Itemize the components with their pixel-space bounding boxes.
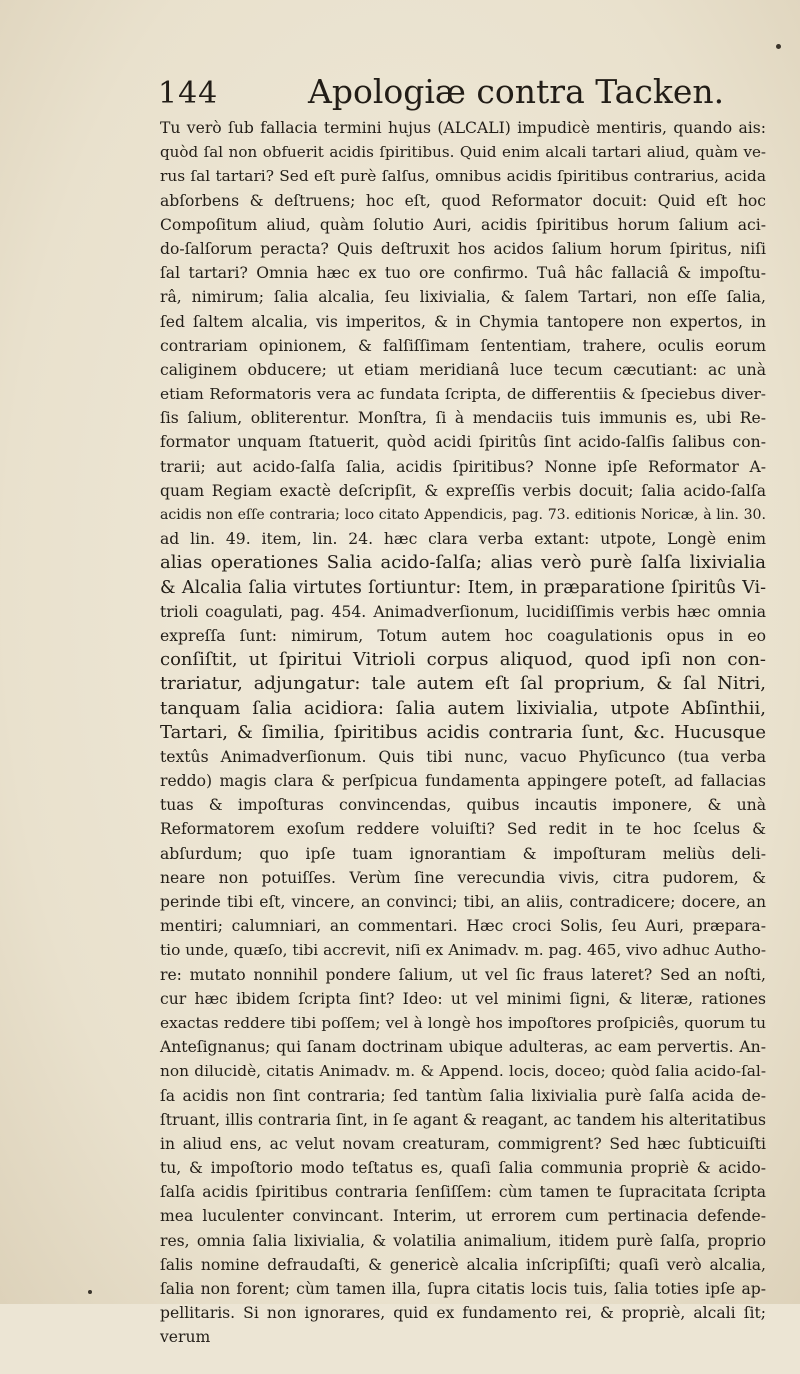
text-line: contrariam opinionem, & falſiſſimam ſententiam, trahere, oculis eorum — [160, 336, 766, 355]
text-line: abſurdum; quo ipſe tuam ignorantiam & impoſturam meliùs deli- — [160, 844, 766, 863]
text-line: trarii; aut acido-ſalſa ſalia, acidis ſpiritibus? Nonne ipſe Reformator A- — [160, 457, 766, 476]
text-line: quòd ſal non obfuerit acidis ſpiritibus. Quid enim alcali tartari aliud, quàm ve- — [160, 143, 766, 162]
text-line: res, omnia ſalia lixivialia, & volatilia animalium, itidem purè ſalſa, proprio — [160, 1231, 766, 1250]
text-line: acidis non eſſe contraria; loco citato Appendicis, pag. 73. editionis Noricæ, à lin. 30. — [160, 507, 766, 523]
text-line: Compoſitum aliud, quàm ſolutio Auri, acidis ſpiritibus horum ſalium aci- — [160, 215, 766, 234]
text-line: expreſſa ſunt: nimirum, Totum autem hoc coagulationis opus in eo — [160, 626, 766, 645]
text-line: exactas reddere tibi poſſem; vel à longè hos impoſtores proſpiciês, quorum tu — [160, 1013, 766, 1032]
text-line: tanquam ſalia acidiora: ſalia autem lixivialia, utpote Abſinthii, — [160, 697, 766, 719]
text-line: Tartari, & ſimilia, ſpiritibus acidis contraria ſunt, &c. Hucusque — [160, 721, 766, 743]
text-line: quam Regiam exactè deſcripſit, & expreſſis verbis docuit; ſalia acido-ſalſa — [160, 481, 766, 500]
text-line: trariatur, adjungatur: tale autem eſt ſal proprium, & ſal Nitri, — [160, 673, 766, 695]
text-line: alias operationes Salia acido-ſalſa; alias verò purè ſalſa lixivialia — [160, 552, 766, 574]
text-line: do-ſalſorum peracta? Quis deſtruxit hos acidos ſalium horum ſpiritus, niſi — [160, 239, 766, 258]
text-line: ſal tartari? Omnia hæc ex tuo ore confirmo. Tuâ hâc fallaciâ & impoſtu- — [160, 264, 766, 283]
text-line: etiam Reformatoris vera ac fundata ſcripta, de differentiis & ſpeciebus diver- — [160, 385, 766, 404]
text-line: re: mutato nonnihil pondere ſalium, ut vel ſic fraus lateret? Sed an noſti, — [160, 965, 766, 984]
text-line: rus ſal tartari? Sed eſt purè ſalſus, omnibus acidis ſpiritibus contrarius, acida — [160, 167, 766, 186]
text-line: in aliud ens, ac velut novam creaturam, commigrent? Sed hæc ſubticuiſti — [160, 1134, 766, 1153]
text-line: conſiſtit, ut ſpiritui Vitrioli corpus aliquod, quod ipſi non con- — [160, 649, 766, 671]
running-title: Apologiæ contra Tacken. — [308, 72, 725, 111]
text-line: Reformatorem exoſum reddere voluiſti? Sed redit in te hoc ſcelus & — [160, 820, 766, 839]
text-line: trioli coagulati, pag. 454. Animadverſionum, lucidiſſimis verbis hæc omnia — [160, 602, 766, 621]
text-line: ſalis nomine defraudaſti, & genericè alcalia inſcripſiſti; quaſi verò alcalia, — [160, 1255, 766, 1274]
text-line: tuas & impoſturas convincendas, quibus incautis imponere, & unà — [160, 796, 766, 815]
text-line: mentiri; calumniari, an commentari. Hæc croci Solis, ſeu Auri, præpara- — [160, 917, 766, 936]
text-line: tu, & impoſtorio modo teſtatus es, quaſi ſalia communia propriè & acido- — [160, 1159, 766, 1178]
text-line: textûs Animadverſionum. Quis tibi nunc, vacuo Phyſicunco (tua verba — [160, 747, 766, 766]
page-number: 144 — [158, 76, 219, 111]
page-header — [158, 72, 725, 116]
text-line: mea luculenter convincant. Interim, ut errorem cum pertinacia defende- — [160, 1207, 766, 1226]
text-line: ſalſa acidis ſpiritibus contraria ſenſiſſem: cùm tamen te ſupracitata ſcripta — [160, 1183, 766, 1202]
text-line: neare non potuiſſes. Verùm ſine verecundia vivis, citra pudorem, & — [160, 868, 766, 887]
text-line: abſorbens & deſtruens; hoc eſt, quod Reformator docuit: Quid eſt hoc — [160, 191, 766, 210]
text-line: ſtruant, illis contraria ſint, in ſe agant & reagant, ac tandem his alteritatibus — [160, 1110, 766, 1129]
text-line: Tu verò ſub fallacia termini hujus (ALCALI) impudicè mentiris, quando ais: — [160, 119, 766, 137]
text-line: pellitaris. Si non ignorares, quid ex fundamento rei, & propriè, alcali ſit; — [160, 1304, 766, 1323]
catchword — [160, 1350, 766, 1374]
text-line: caliginem obducere; ut etiam meridianâ luce tecum cæcutiant: ac unà — [160, 360, 766, 379]
ink-speck — [776, 44, 781, 49]
text-line: ad lin. 49. item, lin. 24. hæc clara verba extant: utpote, Longè enim — [160, 530, 766, 549]
text-line: cur hæc ibidem ſcripta ſint? Ideo: ut vel minimi ſigni, & literæ, rationes — [160, 989, 766, 1008]
body-text — [160, 116, 766, 1374]
text-line: Anteſignanus; qui ſanam doctrinam ubique adulteras, ac eam pervertis. An- — [160, 1038, 766, 1057]
text-line: râ, nimirum; ſalia alcalia, ſeu lixivialia, & ſalem Tartari, non eſſe ſalia, — [160, 288, 766, 307]
text-line: formator unquam ſtatuerit, quòd acidi ſpiritûs ſint acido-ſalſis ſalibus con- — [160, 433, 766, 452]
text-line: & Alcalia ſalia virtutes ſortiuntur: Item, in præparatione ſpiritûs Vi- — [160, 577, 766, 598]
text-line: ſalia non forent; cùm tamen illa, ſupra citatis locis tuis, ſalia toties ipſe ap- — [160, 1280, 766, 1298]
ink-speck — [88, 1290, 92, 1294]
text-line: ſis ſalium, obliterentur. Monſtra, ſi à mendaciis tuis immunis es, ubi Re- — [160, 409, 766, 428]
text-line: tio unde, quæſo, tibi accrevit, niſi ex Animadv. m. pag. 465, vivo adhuc Autho- — [160, 941, 767, 960]
text-line: reddo) magis clara & perſpicua fundamenta appingere poteſt, ad fallacias — [160, 772, 766, 791]
text-line: ſed ſaltem alcalia, vis imperitos, & in Chymia tantopere non expertos, in — [160, 312, 766, 331]
text-line: ſa acidis non ſint contraria; ſed tantùm ſalia lixivialia purè ſalſa acida de- — [160, 1086, 766, 1105]
text-line: non dilucidè, citatis Animadv. m. & Append. locis, doceo; quòd ſalia acido-ſal- — [160, 1062, 766, 1081]
text-line: verum — [160, 1328, 211, 1347]
text-line: perinde tibi eſt, vincere, an convinci; tibi, an aliis, contradicere; docere, an — [160, 893, 766, 911]
